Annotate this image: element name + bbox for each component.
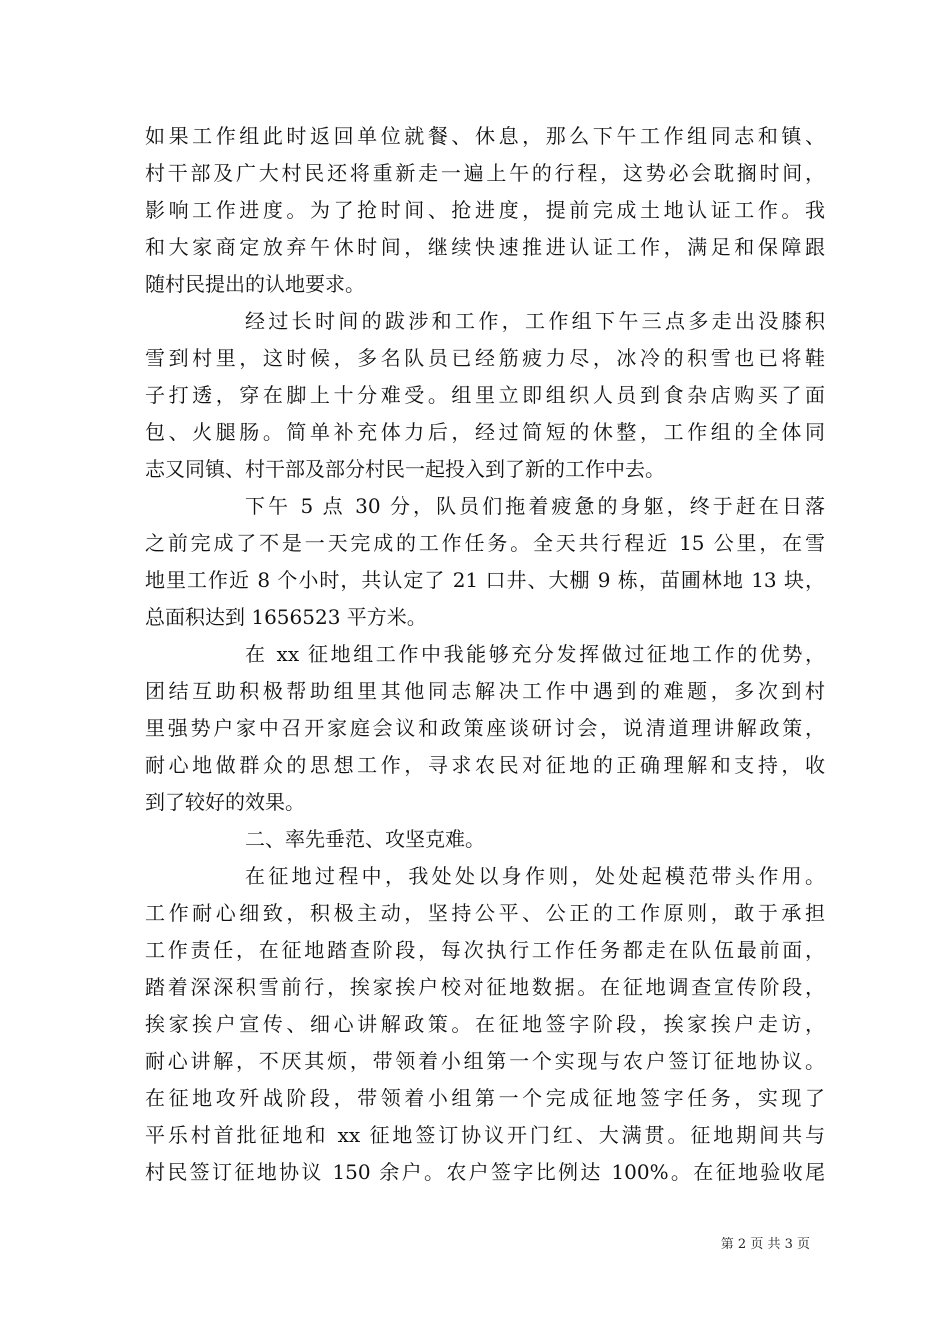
text-line: 在 xx 征地组工作中我能够充分发挥做过征地工作的优势，: [245, 642, 825, 666]
document-body: [145, 118, 825, 1191]
text-line: 村干部及广大村民还将重新走一遍上午的行程，这势必会耽搁时间，: [145, 161, 825, 185]
text-line: 里强势户家中召开家庭会议和政策座谈研讨会，说清道理讲解政策，: [145, 716, 825, 740]
text-line: 在征地攻歼战阶段，带领着小组第一个完成征地签字任务，实现了: [145, 1086, 825, 1110]
section-heading-text: 二、率先垂范、攻坚克难。: [245, 827, 485, 851]
text-line: 耐心地做群众的思想工作，寻求农民对征地的正确理解和支持，收: [145, 753, 825, 777]
text-line: 包、火腿肠。简单补充体力后，经过简短的休整，工作组的全体同: [145, 420, 825, 444]
text-line: 地里工作近 8 个小时，共认定了 21 口井、大棚 9 栋，苗圃林地 13 块，: [145, 568, 825, 592]
section-heading: [145, 821, 825, 858]
text-line: 村民签订征地协议 150 余户。农户签字比例达 100%。在征地验收尾: [145, 1160, 825, 1184]
text-line: 团结互助积极帮助组里其他同志解决工作中遇到的难题，多次到村: [145, 679, 825, 703]
text-line: 到了较好的效果。: [145, 790, 305, 814]
text-line: 子打透，穿在脚上十分难受。组里立即组织人员到食杂店购买了面: [145, 383, 825, 407]
paragraph: [145, 858, 825, 1191]
text-line: 和大家商定放弃午休时间，继续快速推进认证工作，满足和保障跟: [145, 235, 825, 259]
text-line: 随村民提出的认地要求。: [145, 272, 365, 296]
text-line: 经过长时间的跋涉和工作，工作组下午三点多走出没膝积: [245, 309, 825, 333]
text-line: 平乐村首批征地和 xx 征地签订协议开门红、大满贯。征地期间共与: [145, 1123, 825, 1147]
page-number-footer: 第 2 页 共 3 页: [720, 1237, 810, 1252]
paragraph: [145, 303, 825, 488]
text-line: 踏着深深积雪前行，挨家挨户校对征地数据。在征地调查宣传阶段，: [145, 975, 825, 999]
text-line: 总面积达到 1656523 平方米。: [145, 605, 427, 629]
text-line: 影响工作进度。为了抢时间、抢进度，提前完成土地认证工作。我: [145, 198, 825, 222]
text-line: 工作责任，在征地踏查阶段，每次执行工作任务都走在队伍最前面，: [145, 938, 825, 962]
text-line: 志又同镇、村干部及部分村民一起投入到了新的工作中去。: [145, 457, 665, 481]
paragraph: [145, 488, 825, 636]
text-line: 在征地过程中，我处处以身作则，处处起模范带头作用。: [245, 864, 825, 888]
text-line: 如果工作组此时返回单位就餐、休息，那么下午工作组同志和镇、: [145, 124, 825, 148]
text-line: 下午 5 点 30 分，队员们拖着疲惫的身躯，终于赶在日落: [245, 494, 825, 518]
paragraph: [145, 636, 825, 821]
text-line: 耐心讲解，不厌其烦，带领着小组第一个实现与农户签订征地协议。: [145, 1049, 825, 1073]
paragraph: [145, 118, 825, 303]
text-line: 挨家挨户宣传、细心讲解政策。在征地签字阶段，挨家挨户走访，: [145, 1012, 825, 1036]
text-line: 之前完成了不是一天完成的工作任务。全天共行程近 15 公里，在雪: [145, 531, 825, 555]
text-line: 工作耐心细致，积极主动，坚持公平、公正的工作原则，敢于承担: [145, 901, 825, 925]
text-line: 雪到村里，这时候，多名队员已经筋疲力尽，冰冷的积雪也已将鞋: [145, 346, 825, 370]
